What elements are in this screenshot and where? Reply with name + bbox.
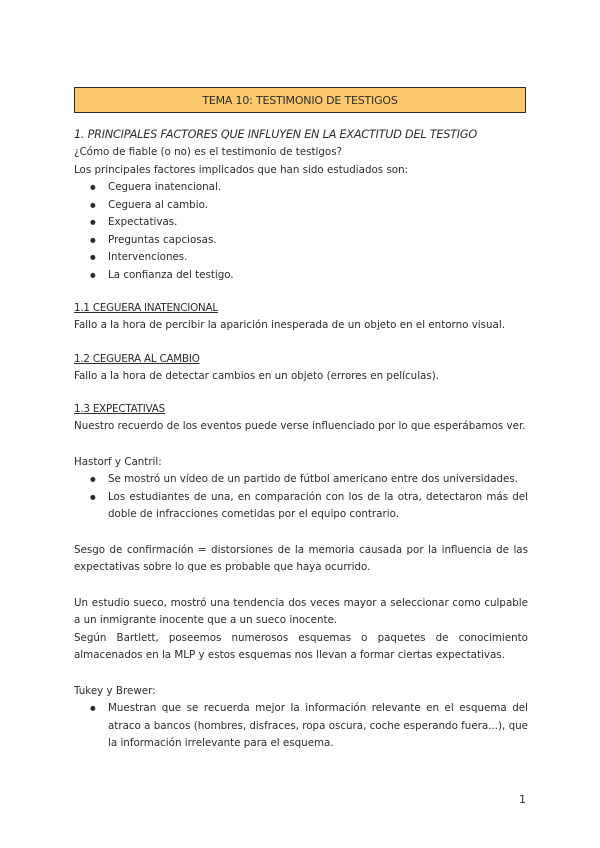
section-1-question: ¿Cómo de fiable (o no) es el testimonio de testigos? — [74, 146, 343, 158]
list-item: ● Se mostró un vídeo de un partido de fútbol americano entre dos universidades. — [74, 471, 528, 489]
list-item: ● La confianza del testigo. — [74, 267, 528, 285]
section-1-2-text: Fallo a la hora de detectar cambios en un objeto (errores en películas). — [74, 369, 440, 382]
section-1-3-heading: 1.3 EXPECTATIVAS — [74, 403, 165, 415]
list-item: ● Muestran que se recuerda mejor la información relevante en el esquema del atraco a bancos (hombres, disfraces, ropa oscura, coche esperando fuera...), que la información irrelevante para el esquema. — [74, 700, 528, 753]
page-number: 1 — [519, 793, 526, 806]
list-item: ● Preguntas capciosas. — [74, 232, 528, 250]
document-body — [74, 126, 528, 753]
confirmation-bias-paragraph: Sesgo de confirmación = distorsiones de la memoria causada por la influencia de las expectativas sobre lo que es probable que haya ocurrido. — [74, 543, 528, 573]
section-1-2-heading: 1.2 CEGUERA AL CAMBIO — [74, 352, 200, 365]
list-item: ● Ceguera inatencional. — [74, 179, 528, 197]
section-1-1-heading: 1.1 CEGUERA INATENCIONAL — [74, 302, 218, 314]
section-1-heading: 1. PRINCIPALES FACTORES QUE INFLUYEN EN LA EXACTITUD DEL TESTIGO — [74, 128, 477, 141]
swedish-study-paragraph: Un estudio sueco, mostró una tendencia dos veces mayor a seleccionar como culpable a un inmigrante inocente que a un sueco inocente. — [74, 596, 528, 626]
list-item: ● Intervenciones. — [74, 249, 528, 267]
study-tukey-title: Tukey y Brewer: — [74, 684, 156, 697]
list-item: ● Ceguera al cambio. — [74, 197, 528, 215]
section-1-3-text: Nuestro recuerdo de los eventos puede verse influenciado por lo que esperábamos ver. — [74, 420, 526, 432]
study-hastorf-title: Hastorf y Cantril: — [74, 455, 162, 468]
page-title: TEMA 10: TESTIMONIO DE TESTIGOS — [74, 87, 526, 113]
study-hastorf-list — [74, 471, 528, 524]
list-item: ● Los estudiantes de una, en comparación con los de la otra, detectaron más del doble de infracciones cometidas por el equipo contrario. — [74, 489, 528, 524]
section-1-intro: Los principales factores implicados que han sido estudiados son: — [74, 163, 409, 176]
bartlett-paragraph: Según Bartlett, poseemos numerosos esquemas o paquetes de conocimiento almacenados en la MLP y estos esquemas nos llevan a formar ciertas expectativas. — [74, 631, 528, 661]
factors-list — [74, 179, 528, 284]
list-item: ● Expectativas. — [74, 214, 528, 232]
study-tukey-list — [74, 700, 528, 753]
section-1-1-text: Fallo a la hora de percibir la aparición inesperada de un objeto en el entorno visual. — [74, 319, 505, 331]
